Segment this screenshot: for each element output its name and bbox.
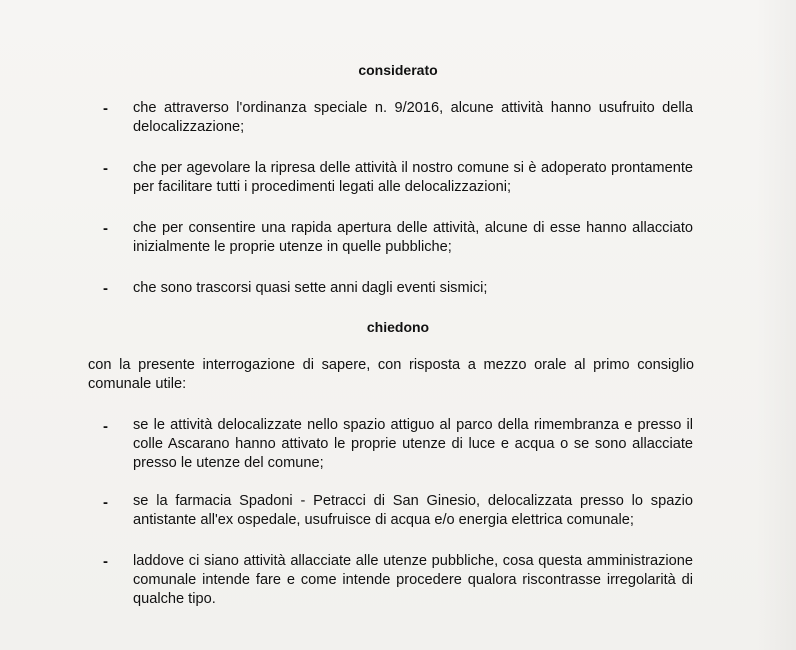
- bullet-marker: -: [103, 494, 108, 511]
- bullet-marker: -: [103, 280, 108, 297]
- considerato-item-4: che sono trascorsi quasi sette anni dagli eventi sismici;: [133, 280, 488, 296]
- considerato-item-2: che per agevolare la ripresa delle attività il nostro comune si è adoperato prontamente per facilitare tutti i procedimenti legati alle delocalizzazioni;: [133, 160, 693, 195]
- chiedono-item-1: se le attività delocalizzate nello spazio attiguo al parco della rimembranza e presso il colle Ascarano hanno attivato le proprie utenze di luce e acqua o se sono allacciate presso le utenze del comune;: [133, 417, 693, 471]
- bullet-marker: -: [103, 553, 108, 570]
- heading-chiedono: chiedono: [366, 319, 430, 335]
- chiedono-item-3: laddove ci siano attività allacciate alle utenze pubbliche, cosa questa amministrazione comunale intende fare e come intende procedere qualora riscontrasse irregolarità di qualche tipo.: [133, 553, 693, 607]
- heading-considerato: considerato: [358, 62, 438, 78]
- chiedono-item-2: se la farmacia Spadoni - Petracci di San Ginesio, delocalizzata presso lo spazio antistante all'ex ospedale, usufruisce di acqua e/o energia elettrica comunale;: [133, 493, 693, 528]
- bullet-marker: -: [103, 220, 108, 237]
- bullet-marker: -: [103, 418, 108, 435]
- considerato-item-1: che attraverso l'ordinanza speciale n. 9/2016, alcune attività hanno usufruito della delocalizzazione;: [133, 100, 693, 135]
- bullet-marker: -: [103, 160, 108, 177]
- considerato-item-3: che per consentire una rapida apertura delle attività, alcune di esse hanno allacciato inizialmente le proprie utenze in quelle pubbliche;: [133, 220, 693, 255]
- bullet-marker: -: [103, 100, 108, 117]
- intro-paragraph: con la presente interrogazione di sapere, con risposta a mezzo orale al primo consiglio comunale utile:: [88, 357, 694, 392]
